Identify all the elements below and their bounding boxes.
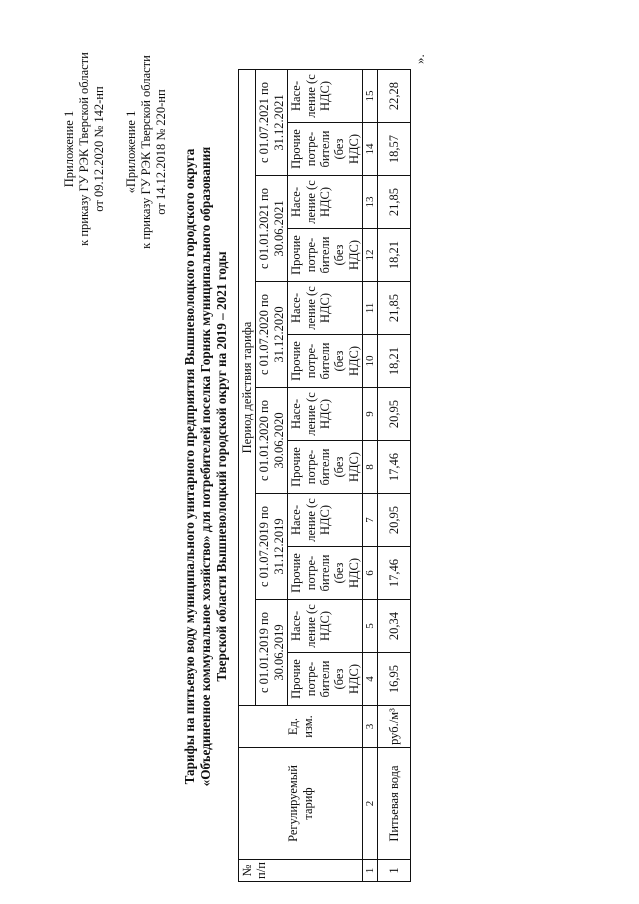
- column-number: 14: [363, 123, 378, 176]
- column-number: 13: [363, 176, 378, 229]
- column-number-row: [363, 70, 378, 882]
- closing-quote: ».: [412, 54, 427, 64]
- column-number: 4: [363, 653, 378, 706]
- period-cell: с 01.07.2021 по 31.12.2021: [256, 70, 288, 176]
- appendix-line: «Приложение 1: [124, 110, 138, 194]
- tariff-value: 21,85: [378, 282, 411, 335]
- tariff-value: 20,95: [378, 388, 411, 441]
- subheader-other-consumers: Прочие потре-бители (без НДС): [288, 547, 363, 600]
- appendix-header-old: [124, 22, 169, 282]
- column-number: 6: [363, 547, 378, 600]
- subheader-other-consumers: Прочие потре-бители (без НДС): [288, 229, 363, 282]
- title-line: «Объединенное коммунальное хозяйство» для потребителей поселка Горняк муниципального образования: [197, 146, 213, 787]
- subheader-population: Насе-ление (с НДС): [288, 70, 363, 123]
- header-unit: Ед. изм.: [239, 706, 363, 748]
- header-tariff: Регулируемый тариф: [239, 748, 363, 860]
- column-number: 12: [363, 229, 378, 282]
- appendix-header-new: [62, 34, 107, 264]
- tariff-value: 20,95: [378, 494, 411, 547]
- subheader-population: Насе-ление (с НДС): [288, 388, 363, 441]
- tariff-value: 18,57: [378, 123, 411, 176]
- appendix-line: к приказу ГУ РЭК Тверской области: [139, 55, 153, 249]
- tariff-value: 17,46: [378, 547, 411, 600]
- period-cell: с 01.07.2020 по 31.12.2020: [256, 282, 288, 388]
- column-number: 7: [363, 494, 378, 547]
- column-number: 3: [363, 706, 378, 748]
- tariff-value: 16,95: [378, 653, 411, 706]
- column-number: 9: [363, 388, 378, 441]
- column-number: 15: [363, 70, 378, 123]
- title-line: Тверской области Вышневолоцкий городской округ на 2019 – 2021 годы: [213, 251, 229, 682]
- subheader-population: Насе-ление (с НДС): [288, 176, 363, 229]
- period-cell: с 01.01.2020 по 30.06.2020: [256, 388, 288, 494]
- column-number: 10: [363, 335, 378, 388]
- subheader-population: Насе-ление (с НДС): [288, 282, 363, 335]
- title-line: Тарифы на питьевую воду муниципального унитарного предприятия Вышневолоцкого городского округа: [182, 148, 197, 785]
- column-number: 8: [363, 441, 378, 494]
- tariff-value: 20,34: [378, 600, 411, 653]
- period-cell: с 01.07.2019 по 31.12.2019: [256, 494, 288, 600]
- row-name: Питьевая вода: [378, 748, 411, 860]
- subheader-other-consumers: Прочие потре-бители (без НДС): [288, 123, 363, 176]
- header-period: Период действия тарифа: [239, 70, 256, 706]
- document-title: [182, 54, 230, 879]
- tariff-value: 21,85: [378, 176, 411, 229]
- row-no: 1: [378, 860, 411, 882]
- appendix-line: от 14.12.2018 № 220-нп: [154, 89, 168, 215]
- subheader-population: Насе-ление (с НДС): [288, 600, 363, 653]
- header-no: № п/п: [239, 860, 363, 882]
- table-row: [378, 70, 411, 882]
- appendix-line: Приложение 1: [62, 110, 76, 188]
- subheader-population: Насе-ление (с НДС): [288, 494, 363, 547]
- appendix-line: от 09.12.2020 № 142-нп: [92, 86, 106, 212]
- column-number: 11: [363, 282, 378, 335]
- row-unit: руб./м³: [378, 706, 411, 748]
- tariff-value: 22,28: [378, 70, 411, 123]
- tariff-table: [238, 69, 411, 882]
- tariff-value: 17,46: [378, 441, 411, 494]
- period-cell: с 01.01.2021 по 30.06.2021: [256, 176, 288, 282]
- subheader-other-consumers: Прочие потре-бители (без НДС): [288, 653, 363, 706]
- subheader-other-consumers: Прочие потре-бители (без НДС): [288, 335, 363, 388]
- subheader-other-consumers: Прочие потре-бители (без НДС): [288, 441, 363, 494]
- tariff-value: 18,21: [378, 229, 411, 282]
- period-cell: с 01.01.2019 по 30.06.2019: [256, 600, 288, 706]
- column-number: 1: [363, 860, 378, 882]
- column-number: 2: [363, 748, 378, 860]
- tariff-value: 18,21: [378, 335, 411, 388]
- column-number: 5: [363, 600, 378, 653]
- appendix-line: к приказу ГУ РЭК Тверской области: [77, 52, 91, 246]
